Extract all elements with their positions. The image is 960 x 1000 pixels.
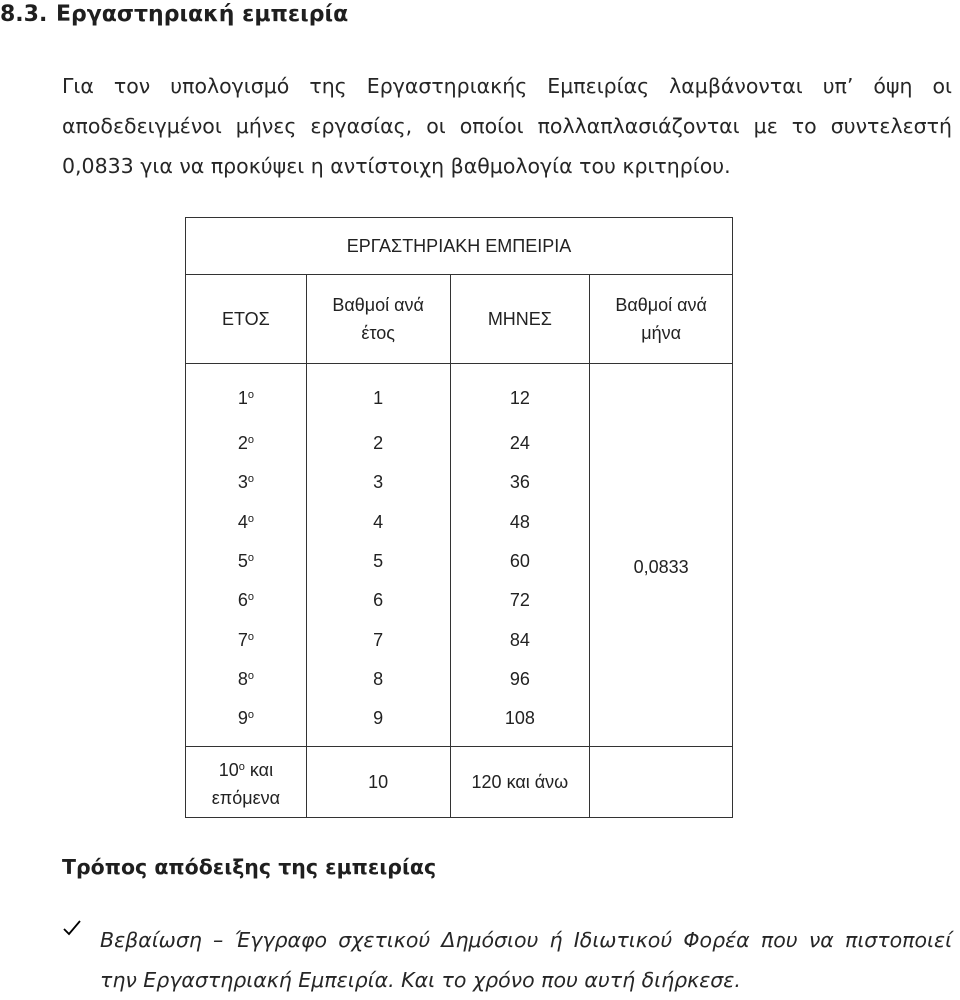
cell-points: 8: [306, 660, 450, 699]
proof-line: την Εργαστηριακή Εμπειρία. Και το χρόνο που αυτή διήρκεσε.: [100, 968, 741, 992]
cell-coefficient: 0,0833: [590, 364, 733, 747]
cell-points: 1: [306, 364, 450, 425]
cell-months: 108: [450, 699, 590, 747]
table-title: ΕΡΓΑΣΤΗΡΙΑΚΗ ΕΜΠΕΙΡΙΑ: [186, 218, 733, 275]
cell-months: 36: [450, 463, 590, 502]
checkmark-icon: [62, 918, 82, 943]
cell-points: 4: [306, 503, 450, 542]
intro-line: 0,0833 για να προκύψει η αντίστοιχη βαθμολογία του κριτηρίου.: [62, 154, 731, 178]
cell-points: 2: [306, 424, 450, 463]
intro-paragraph: [62, 66, 952, 186]
header-points-per-month-line2: μήνα: [641, 323, 682, 343]
cell-year: $2^o$: [186, 424, 307, 463]
cell-months: 60: [450, 542, 590, 581]
proof-heading: Τρόπος απόδειξης της εμπειρίας: [62, 855, 437, 879]
header-points-per-month-line1: Βαθμοί ανά: [615, 295, 707, 315]
cell-months: 24: [450, 424, 590, 463]
table-row: [186, 364, 733, 425]
cell-year: $6^o$: [186, 581, 307, 620]
cell-months: 48: [450, 503, 590, 542]
cell-year: $3^o$: [186, 463, 307, 502]
cell-year: $8^o$: [186, 660, 307, 699]
cell-year: $1^o$: [186, 364, 307, 425]
cell-points: 7: [306, 620, 450, 659]
cell-points: 6: [306, 581, 450, 620]
section-heading: [0, 2, 348, 27]
header-points-per-month: [590, 275, 733, 364]
cell-months: 72: [450, 581, 590, 620]
cell-points: 5: [306, 542, 450, 581]
section-title: Εργαστηριακή εμπειρία: [56, 2, 349, 27]
header-points-per-year: [306, 275, 450, 364]
cell-months: 84: [450, 620, 590, 659]
cell-points: 3: [306, 463, 450, 502]
header-points-per-year-line1: Βαθμοί ανά: [332, 295, 424, 315]
cell-year-last: $10^o$ και επόμενα: [186, 747, 307, 818]
header-points-per-year-line2: έτος: [361, 323, 395, 343]
experience-table: [185, 217, 733, 818]
cell-year: $7^o$: [186, 620, 307, 659]
table-row-last: [186, 747, 733, 818]
header-year: ΕΤΟΣ: [186, 275, 307, 364]
cell-year: $9^o$: [186, 699, 307, 747]
intro-line: Για τον υπολογισμό της Εργαστηριακής Εμπειρίας λαμβάνονται υπ’ όψη οι: [62, 74, 952, 98]
cell-year: $4^o$: [186, 503, 307, 542]
cell-coefficient-bottom: [590, 747, 733, 818]
cell-points: 9: [306, 699, 450, 747]
proof-line: Βεβαίωση – Έγγραφο σχετικού Δημόσιου ή Ιδιωτικού Φορέα που να πιστοποιεί: [100, 928, 952, 952]
cell-year: $5^o$: [186, 542, 307, 581]
cell-points-last: 10: [306, 747, 450, 818]
intro-line: αποδεδειγμένοι μήνες εργασίας, οι οποίοι πολλαπλασιάζονται με το συντελεστή: [62, 114, 952, 138]
proof-text: [100, 920, 952, 1000]
header-months: ΜΗΝΕΣ: [450, 275, 590, 364]
cell-months: 12: [450, 364, 590, 425]
cell-months-last: 120 και άνω: [450, 747, 590, 818]
cell-months: 96: [450, 660, 590, 699]
section-number: 8.3.: [0, 2, 48, 27]
